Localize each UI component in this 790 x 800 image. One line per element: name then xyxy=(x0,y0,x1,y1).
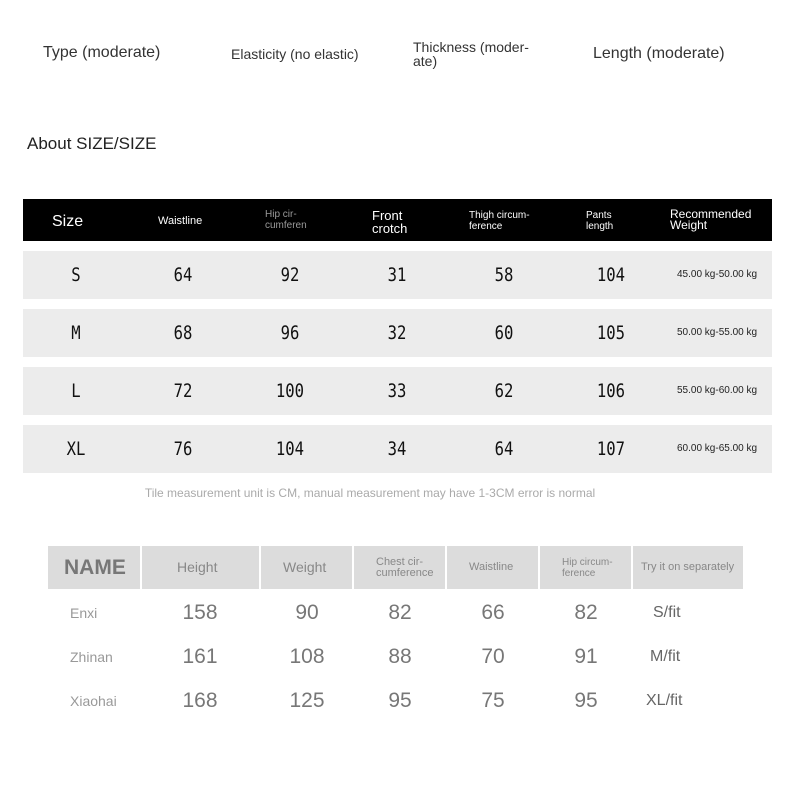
size-row xyxy=(23,367,772,415)
header-pants-length: Pants length xyxy=(586,210,614,232)
header-size: Size xyxy=(52,213,84,230)
cell-hip: 91 xyxy=(574,645,598,668)
header-weight: Weight xyxy=(283,559,327,575)
attribute-thickness: Thickness (moder-ate) xyxy=(413,39,529,69)
cell-waist: 64 xyxy=(173,264,193,286)
cell-size: L xyxy=(71,380,81,402)
cell-thigh: 62 xyxy=(494,380,514,402)
cell-height: 168 xyxy=(182,689,218,712)
cell-length: 104 xyxy=(596,264,626,286)
cell-waist: 72 xyxy=(173,380,193,402)
cell-waist: 75 xyxy=(481,689,505,712)
size-row xyxy=(23,425,772,473)
cell-weight: 90 xyxy=(295,601,319,624)
cell-weight: 50.00 kg-55.00 kg xyxy=(677,327,758,338)
size-table-header xyxy=(23,199,772,241)
header-waistline-2: Waistline xyxy=(469,561,514,573)
header-chest: Chest cir-cumference xyxy=(376,555,434,579)
cell-fit: S/fit xyxy=(653,604,681,621)
cell-name: Enxi xyxy=(70,605,98,621)
cell-length: 107 xyxy=(596,438,626,460)
cell-crotch: 33 xyxy=(387,380,407,402)
cell-height: 161 xyxy=(182,645,218,668)
cell-weight: 125 xyxy=(289,689,325,712)
try-on-row xyxy=(48,679,743,723)
cell-thigh: 58 xyxy=(494,264,514,286)
cell-height: 158 xyxy=(182,601,218,624)
cell-weight: 108 xyxy=(289,645,325,668)
cell-length: 105 xyxy=(596,322,626,344)
header-name: NAME xyxy=(64,556,126,579)
cell-size: XL xyxy=(66,438,86,460)
cell-hip: 95 xyxy=(574,689,598,712)
header-waistline: Waistline xyxy=(158,215,203,227)
column-divider xyxy=(140,546,142,589)
column-divider xyxy=(631,546,633,589)
size-row xyxy=(23,251,772,299)
cell-weight: 60.00 kg-65.00 kg xyxy=(677,443,758,454)
cell-fit: XL/fit xyxy=(646,692,683,709)
cell-chest: 82 xyxy=(388,601,412,624)
attribute-type: Type (moderate) xyxy=(43,44,161,61)
cell-crotch: 34 xyxy=(387,438,407,460)
cell-thigh: 60 xyxy=(494,322,514,344)
try-on-table-header xyxy=(48,546,743,589)
cell-crotch: 31 xyxy=(387,264,407,286)
attribute-elasticity: Elasticity (no elastic) xyxy=(231,46,359,62)
cell-fit: M/fit xyxy=(650,648,681,665)
cell-hip: 92 xyxy=(280,264,300,286)
cell-hip: 104 xyxy=(275,438,305,460)
header-try-on: Try it on separately xyxy=(641,561,735,573)
header-hip-2: Hip circum-ference xyxy=(562,556,613,579)
header-height: Height xyxy=(177,559,218,575)
column-divider xyxy=(538,546,540,589)
cell-size: M xyxy=(71,322,81,344)
attribute-length: Length (moderate) xyxy=(593,45,725,62)
column-divider xyxy=(259,546,261,589)
column-divider xyxy=(445,546,447,589)
column-divider xyxy=(352,546,354,589)
cell-length: 106 xyxy=(596,380,626,402)
header-recommended-weight: Recommended Weight xyxy=(670,207,752,232)
cell-waist: 76 xyxy=(173,438,193,460)
cell-thigh: 64 xyxy=(494,438,514,460)
cell-weight: 55.00 kg-60.00 kg xyxy=(677,385,758,396)
header-front-crotch: Front crotch xyxy=(372,208,408,236)
cell-weight: 45.00 kg-50.00 kg xyxy=(677,269,758,280)
section-title: About SIZE/SIZE xyxy=(27,134,157,153)
cell-hip: 82 xyxy=(574,601,598,624)
cell-chest: 88 xyxy=(388,645,412,668)
cell-hip: 100 xyxy=(275,380,305,402)
header-hip: Hip cir-cumferen xyxy=(265,209,307,231)
cell-waist: 66 xyxy=(481,601,505,624)
cell-name: Zhinan xyxy=(70,649,113,665)
cell-hip: 96 xyxy=(280,322,300,344)
try-on-row xyxy=(48,635,743,679)
cell-chest: 95 xyxy=(388,689,412,712)
cell-crotch: 32 xyxy=(387,322,407,344)
try-on-row xyxy=(48,591,743,635)
cell-name: Xiaohai xyxy=(70,693,117,709)
cell-waist: 70 xyxy=(481,645,505,668)
cell-waist: 68 xyxy=(173,322,193,344)
measurement-note: Tile measurement unit is CM, manual measurement may have 1-3CM error is normal xyxy=(144,486,596,500)
header-thigh: Thigh circum-ference xyxy=(469,210,530,232)
cell-size: S xyxy=(71,264,81,286)
size-row xyxy=(23,309,772,357)
